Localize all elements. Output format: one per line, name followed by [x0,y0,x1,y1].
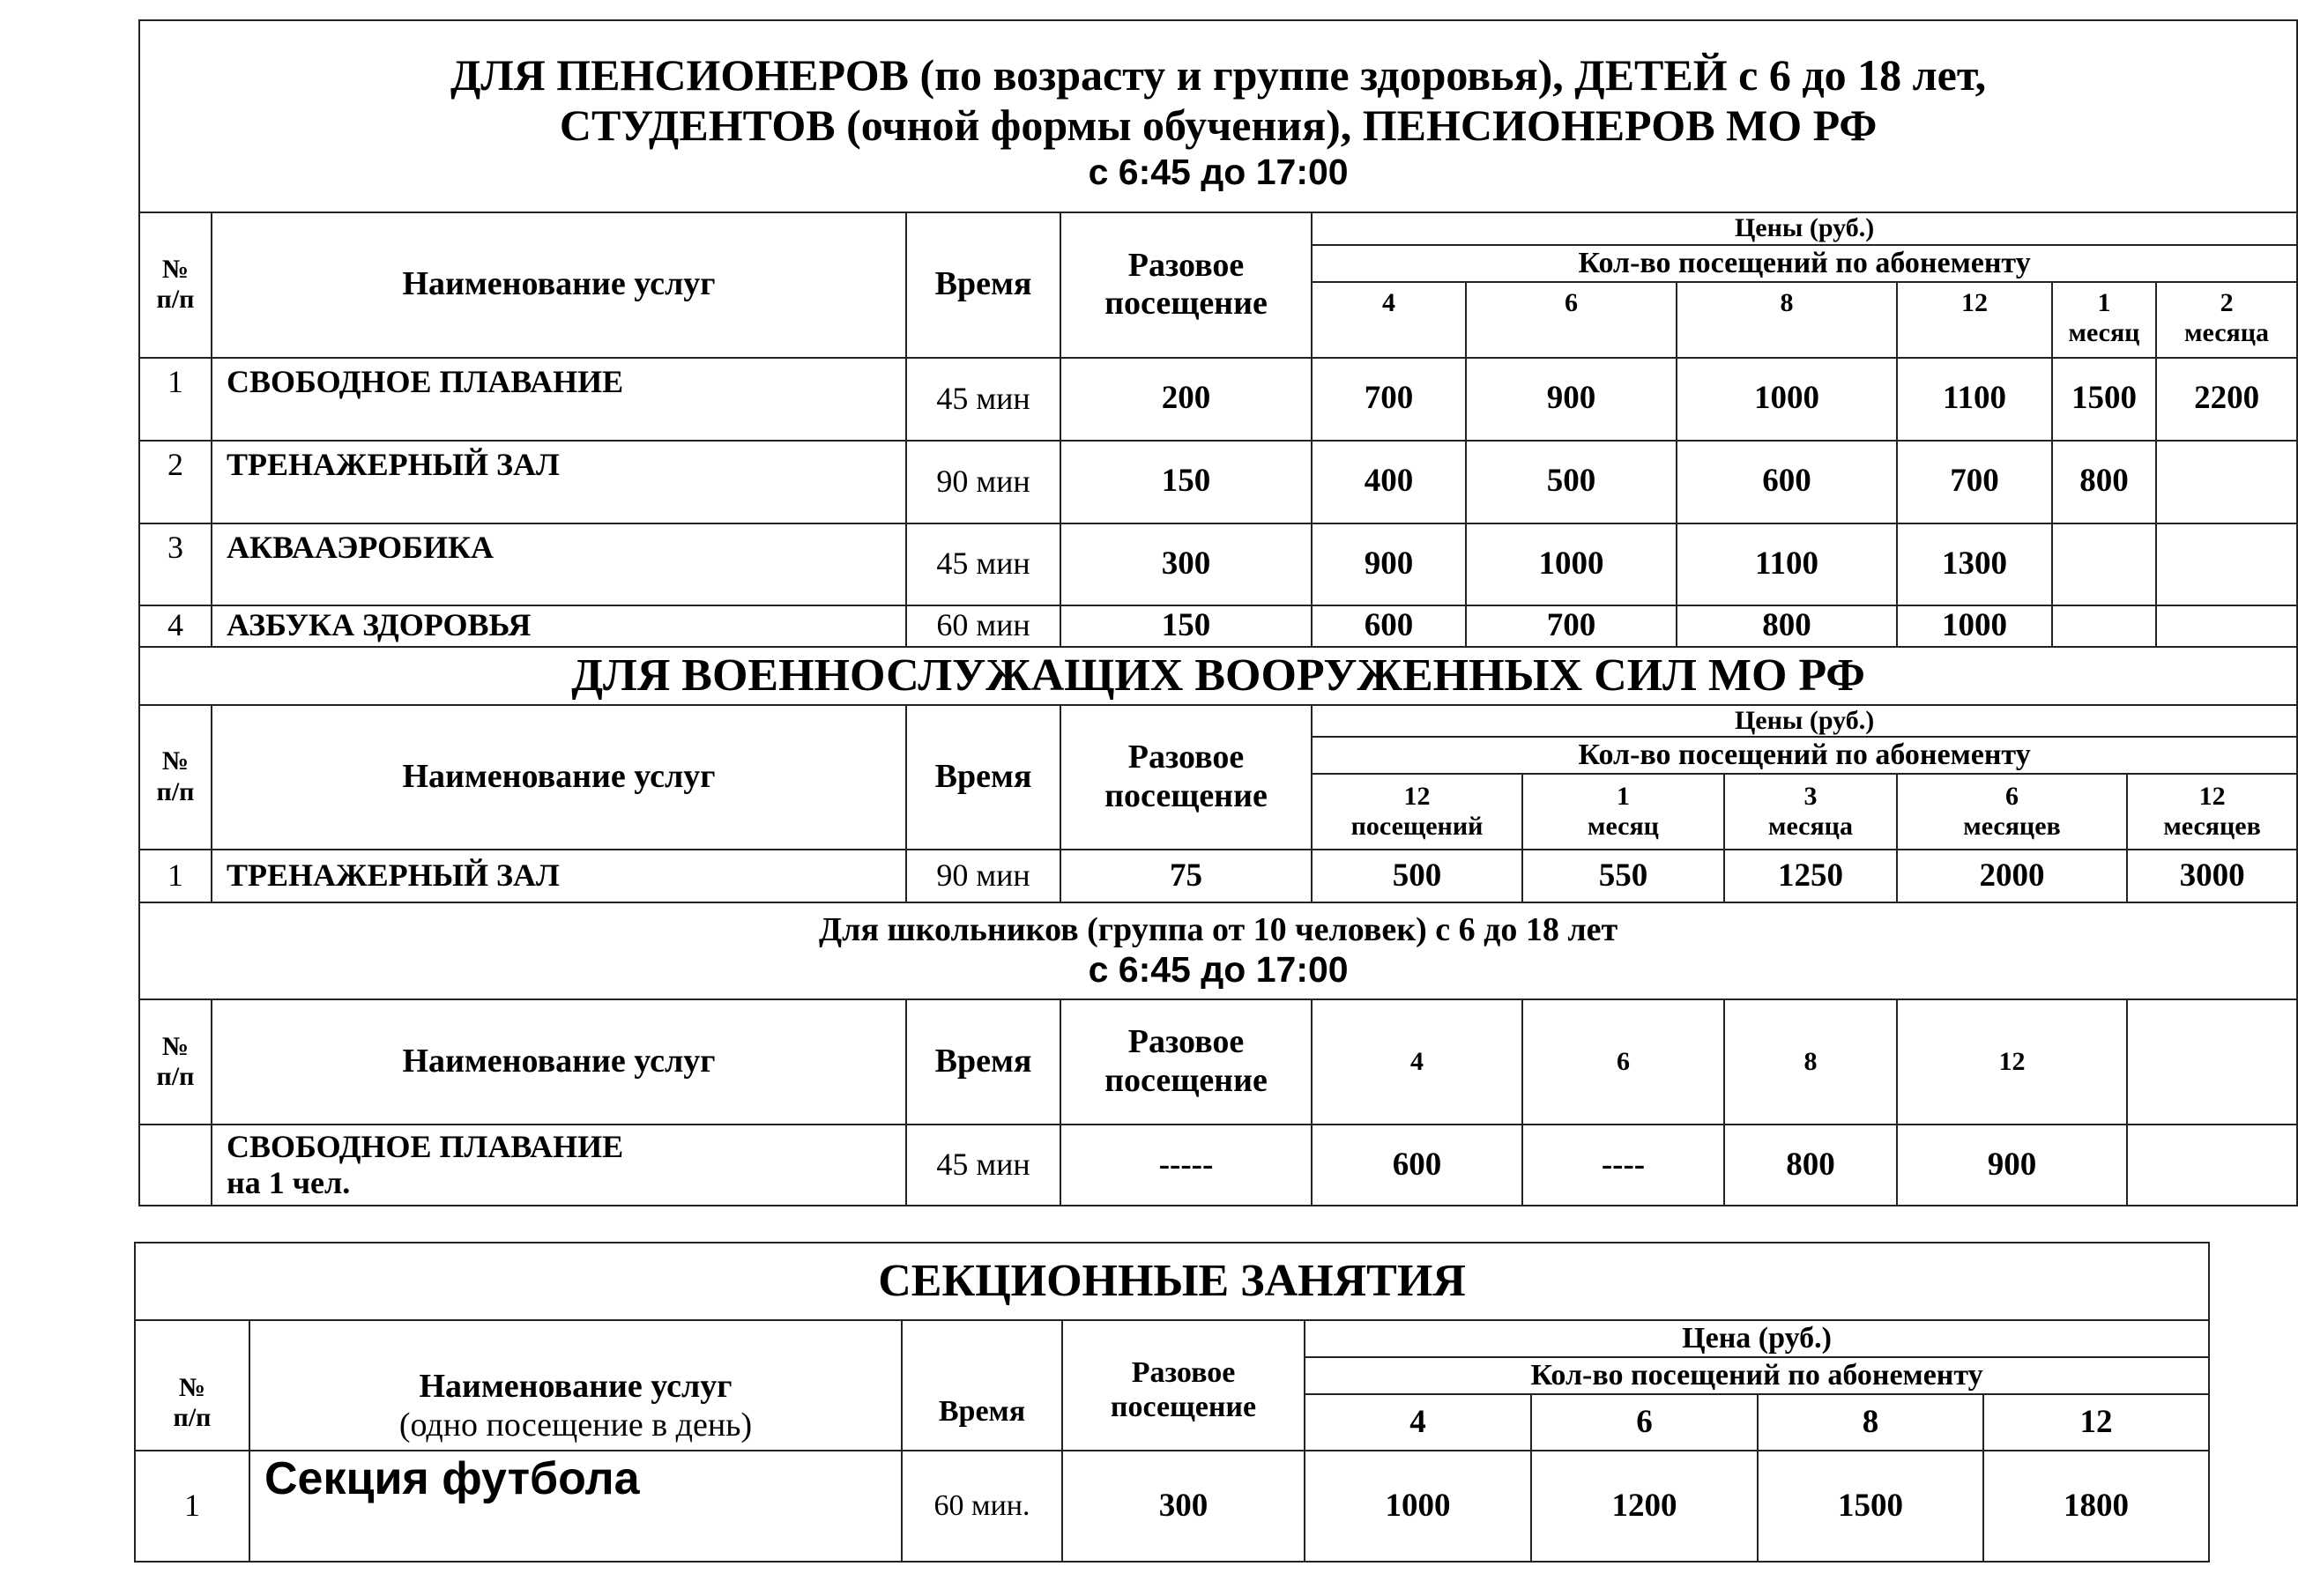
row-number: 1 [139,850,212,902]
price-cell: 600 [1312,605,1466,647]
col-header-subscription-count: Кол-во посещений по абонементу [1305,1357,2209,1394]
table-row [139,358,2297,441]
price-cell: 1100 [1897,358,2052,441]
single-visit-price: 300 [1060,523,1312,605]
service-duration: 60 мин. [902,1451,1062,1562]
row-number: 3 [139,523,212,605]
service-name: Секция футбола [249,1451,902,1562]
row-number: 4 [139,605,212,647]
col-header-name: Наименование услуг [212,212,906,358]
single-visit-price: 75 [1060,850,1312,902]
table-row [135,1451,2209,1562]
service-duration: 90 мин [906,850,1060,902]
price-cell: 1000 [1305,1451,1531,1562]
col-header-subscription-count: Кол-во посещений по абонементу [1312,737,2297,774]
service-duration: 45 мин [906,358,1060,441]
col-header-name: Наименование услуг [212,705,906,850]
col-header-6-months: 6 месяцев [1897,774,2127,850]
price-cell: 1250 [1724,850,1897,902]
col-header-prices: Цены (руб.) [1312,705,2297,738]
price-cell: 900 [1312,523,1466,605]
price-cell: ---- [1522,1125,1724,1206]
col-header-time: Время [902,1320,1062,1451]
price-cell [2156,523,2297,605]
single-visit-price: 200 [1060,358,1312,441]
price-cell: 800 [1724,1125,1897,1206]
price-cell: 400 [1312,441,1466,523]
price-cell: 700 [1897,441,2052,523]
section-header-military: ДЛЯ ВОЕННОСЛУЖАЩИХ ВООРУЖЕННЫХ СИЛ МО РФ [139,647,2297,705]
price-cell: 900 [1466,358,1677,441]
price-cell: 550 [1522,850,1724,902]
price-cell: 1500 [1758,1451,1983,1562]
col-header-12-months: 12 месяцев [2127,774,2297,850]
service-duration: 45 мин [906,523,1060,605]
title-line-2: СТУДЕНТОВ (очной формы обучения), ПЕНСИОНЕРОВ МО РФ [559,100,1878,151]
row-number: 1 [135,1451,249,1562]
school-time: с 6:45 до 17:00 [1088,949,1349,991]
price-cell [2156,605,2297,647]
price-cell: 800 [2052,441,2156,523]
col-header-single-visit: Разовое посещение [1062,1320,1305,1451]
col-header-subscription-count: Кол-во посещений по абонементу [1312,245,2297,282]
price-cell: 1000 [1897,605,2052,647]
table-row [139,523,2297,605]
col-header-1-month: 1 месяц [1522,774,1724,850]
price-cell: 700 [1312,358,1466,441]
section-header-schoolchildren [139,902,2297,999]
title-line-1: ДЛЯ ПЕНСИОНЕРОВ (по возрасту и группе здоровья), ДЕТЕЙ с 6 до 18 лет, [450,49,1987,100]
section-header-pensioners [139,20,2297,212]
service-name: АКВААЭРОБИКА [212,523,906,605]
price-cell: 1800 [1983,1451,2209,1562]
row-number: 2 [139,441,212,523]
col-header-8: 8 [1677,282,1897,358]
school-title: Для школьников (группа от 10 человек) с 6 до 18 лет [818,910,1618,948]
price-cell [2156,441,2297,523]
col-header-6: 6 [1522,999,1724,1125]
col-header-4: 4 [1312,999,1522,1125]
col-header-price: Цена (руб.) [1305,1320,2209,1357]
price-cell: 800 [1677,605,1897,647]
col-header-4: 4 [1312,282,1466,358]
price-cell: 2000 [1897,850,2127,902]
col-header-time: Время [906,705,1060,850]
price-cell [2052,523,2156,605]
service-name: ТРЕНАЖЕРНЫЙ ЗАЛ [212,441,906,523]
col-header-single-visit: Разовое посещение [1060,705,1312,850]
col-header-8: 8 [1724,999,1897,1125]
empty-cell [2127,999,2297,1125]
col-header-prices: Цены (руб.) [1312,212,2297,245]
price-table-sections [134,1242,2210,1563]
col-header-time: Время [906,212,1060,358]
col-header-1-month: 1 месяц [2052,282,2156,358]
price-table-main [138,19,2298,1206]
price-cell: 1500 [2052,358,2156,441]
col-header-number: № п/п [139,212,212,358]
col-header-12: 12 [1897,282,2052,358]
service-name: СВОБОДНОЕ ПЛАВАНИЕ на 1 чел. [212,1125,906,1206]
col-header-8: 8 [1758,1394,1983,1451]
col-header-number: № п/п [139,999,212,1125]
service-duration: 90 мин [906,441,1060,523]
col-header-6: 6 [1531,1394,1758,1451]
service-duration: 45 мин [906,1125,1060,1206]
col-header-2-months: 2 месяца [2156,282,2297,358]
price-cell: 1000 [1466,523,1677,605]
col-header-12: 12 [1983,1394,2209,1451]
col-header-3-months: 3 месяца [1724,774,1897,850]
col-header-name: Наименование услуг [212,999,906,1125]
table-row [139,850,2297,902]
col-header-6: 6 [1466,282,1677,358]
price-cell: 500 [1312,850,1522,902]
col-header-12-visits: 12 посещений [1312,774,1522,850]
col-header-name: Наименование услуг (одно посещение в день) [249,1320,902,1451]
price-cell [2052,605,2156,647]
empty-cell [2127,1125,2297,1206]
price-cell: 900 [1897,1125,2127,1206]
price-cell: 3000 [2127,850,2297,902]
single-visit-price: 300 [1062,1451,1305,1562]
table-row [139,605,2297,647]
row-number: 1 [139,358,212,441]
price-cell: 500 [1466,441,1677,523]
price-cell: 700 [1466,605,1677,647]
col-header-4: 4 [1305,1394,1531,1451]
price-cell: 1100 [1677,523,1897,605]
service-name: ТРЕНАЖЕРНЫЙ ЗАЛ [212,850,906,902]
price-cell: 1300 [1897,523,2052,605]
service-duration: 60 мин [906,605,1060,647]
col-header-number: № п/п [139,705,212,850]
section-header-sports: СЕКЦИОННЫЕ ЗАНЯТИЯ [135,1243,2209,1320]
price-cell: 2200 [2156,358,2297,441]
price-cell: 600 [1312,1125,1522,1206]
schedule-time: с 6:45 до 17:00 [1088,151,1349,192]
col-header-time: Время [906,999,1060,1125]
price-cell: 1200 [1531,1451,1758,1562]
service-name: СВОБОДНОЕ ПЛАВАНИЕ [212,358,906,441]
price-cell: 600 [1677,441,1897,523]
table-row [139,1125,2297,1206]
col-header-12: 12 [1897,999,2127,1125]
table-row [139,441,2297,523]
col-header-single-visit: Разовое посещение [1060,999,1312,1125]
col-header-single-visit: Разовое посещение [1060,212,1312,358]
price-cell: 1000 [1677,358,1897,441]
service-name: АЗБУКА ЗДОРОВЬЯ [212,605,906,647]
col-header-number: № п/п [135,1320,249,1451]
single-visit-price: ----- [1060,1125,1312,1206]
row-number [139,1125,212,1206]
single-visit-price: 150 [1060,605,1312,647]
single-visit-price: 150 [1060,441,1312,523]
